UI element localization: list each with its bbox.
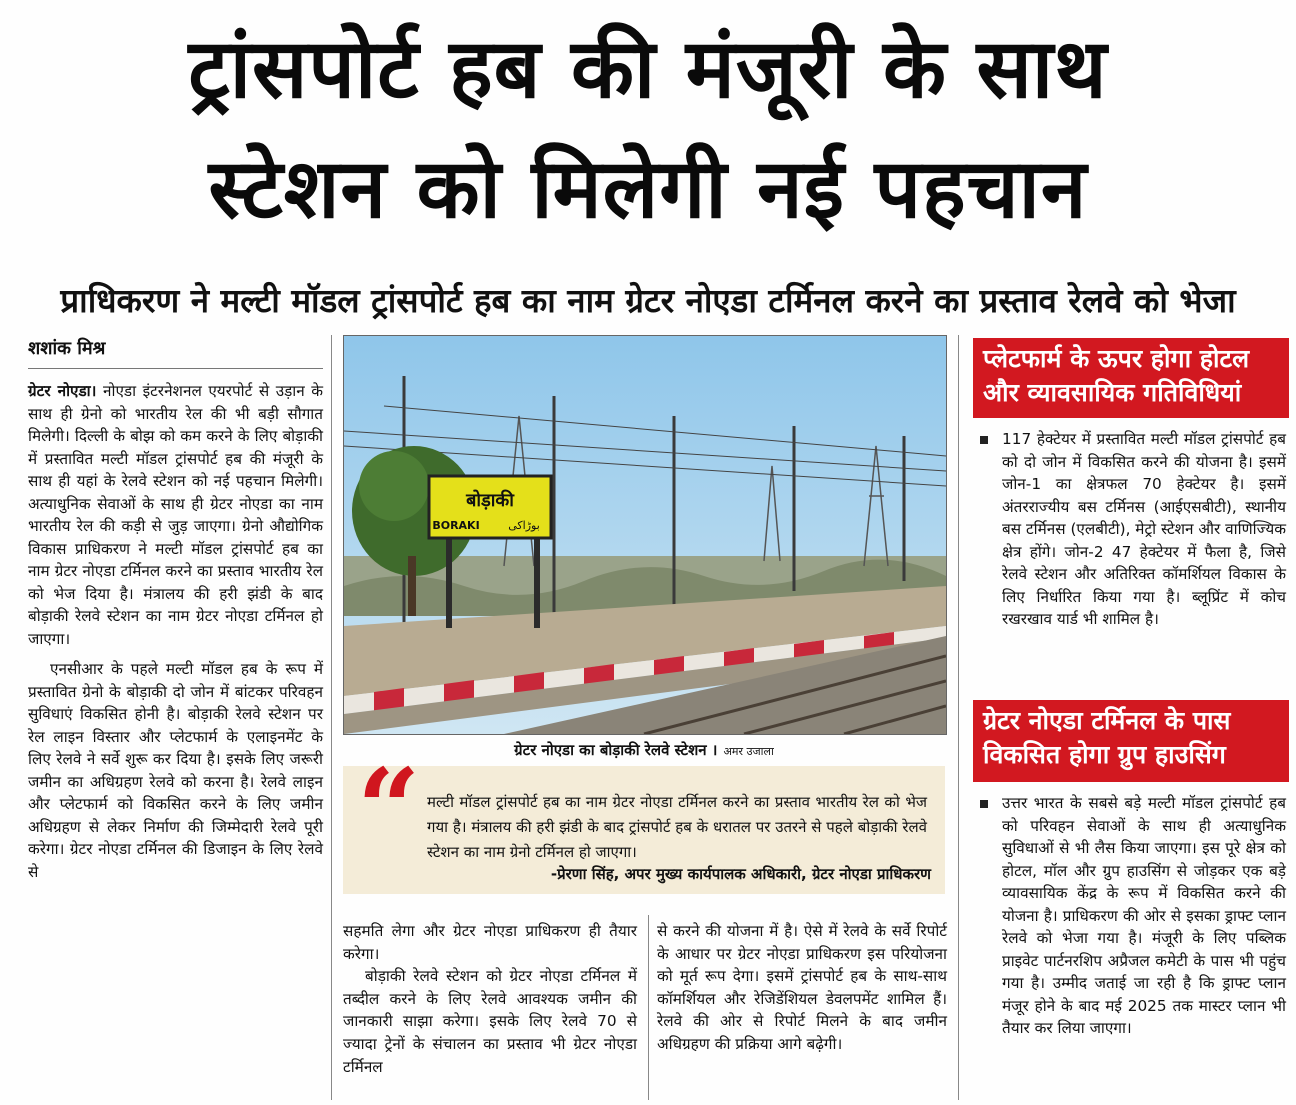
photo-credit: अमर उजाला [723, 745, 774, 758]
column-divider-left [331, 335, 332, 1100]
sidebar-1-text: 117 हेक्टेयर में प्रस्तावित मल्टी मॉडल ट्रांसपोर्ट हब को दो जोन में विकसित करने की योजना है। इसमें जोन-1 का क्षेत्रफल 70 हेक्टेयर है। इसमें अंतरराज्यीय बस टर्मिनस (आईएसबीटी), स्थानीय बस टर्मिनस (एलबीटी), मेट्रो स्टेशन और वाणिज्यिक क्षेत्र होंगे। जोन-2 47 हेक्टेयर में फैला है, जिसे रेलवे स्टेशन और अतिरिक्त कॉमर्शियल विकास के लिए निर्धारित किया गया है। ब्लूप्रिंट में कोच रखरखाव यार्ड भी शामिल है। [1002, 430, 1286, 628]
sidebar-1-heading: प्लेटफार्म के ऊपर होगा होटल और व्यावसायिक गतिविधियां [973, 338, 1289, 418]
mid2-para-1: से करने की योजना में है। ऐसे में रेलवे के सर्वे रिपोर्ट के आधार पर ग्रेटर नोएडा प्राधिकरण इस परियोजना को मूर्त रूप देगा। इसमें ट्रांसपोर्ट हब के साथ-साथ कॉमर्शियल और रेजिडेंशियल डेवलपमेंट शामिल हैं। रेलवे की ओर से रिपोर्ट मिलने के बाद जमीन अधिग्रहण की प्रक्रिया आगे बढ़ेगी। [657, 922, 947, 1053]
quote-mark-icon: “ [357, 744, 421, 873]
sidebar-2-text: उत्तर भारत के सबसे बड़े मल्टी मॉडल ट्रांसपोर्ट हब को परिवहन सेवाओं के साथ ही अत्याधुनिक सुविधाओं से भी लैस किया जाएगा। इस पूरे क्षेत्र को होटल, मॉल और ग्रुप हाउसिंग से जोड़कर एक बड़े व्यावसायिक केंद्र के रूप में विकसित करने की योजना है। प्राधिकरण की ओर से इसका ड्राफ्ट प्लान रेलवे को भेजा गया है। मंजूरी के लिए पब्लिक प्राइवेट पार्टनरशिप अप्रैजल कमेटी के पास भी पहुंच गया है। उम्मीद जताई जा रही है कि ड्राफ्ट प्लान मंजूर होने के बाद मई 2025 तक मास्टर प्लान भी तैयार कर लिया जाएगा। [1002, 794, 1286, 1037]
station-photo [343, 335, 947, 735]
left-para-1-text: नोएडा इंटरनेशनल एयरपोर्ट से उड़ान के साथ ही ग्रेनो को भारतीय रेल की भी बड़ी सौगात मिलेगी। दिल्ली के बोझ को कम करने के लिए बोड़ाकी में प्रस्तावित मल्टी मॉडल ट्रांसपोर्ट हब की मंजूरी के साथ ही यहां के रेलवे स्टेशन को नई पहचान मिलेगी। अत्याधुनिक सेवाओं के साथ ही ग्रेटर नोएडा का नाम भारतीय रेल की कड़ी से जुड़ जाएगा। ग्रेनो औद्योगिक विकास प्राधिकरण ने मल्टी मॉडल ट्रांसपोर्ट हब का नाम ग्रेटर नोएडा टर्मिनल करने का प्रस्ताव भारतीय रेल को भेज दिया है। मंत्रालय की हरी झंडी के बाद बोड़ाकी रेलवे स्टेशन का नाम ग्रेटर नोएडा टर्मिनल हो जाएगा। [28, 382, 324, 648]
left-column [28, 380, 323, 891]
mid1-para-1: सहमति लेगा और ग्रेटर नोएडा प्राधिकरण ही तैयार करेगा। [343, 922, 637, 963]
bullet-icon [980, 800, 988, 808]
headline-line-2: स्टेशन को मिलेगी नई पहचान [208, 142, 1088, 237]
byline: शशांक मिश्र [28, 338, 106, 359]
quote-text: मल्टी मॉडल ट्रांसपोर्ट हब का नाम ग्रेटर नोएडा टर्मिनल करने का प्रस्ताव भारतीय रेल को भेज गया है। मंत्रालय की हरी झंडी के बाद ट्रांसपोर्ट हब के धरातल पर उतरने से पहले बोड़ाकी रेलवे स्टेशन का नाम ग्रेनो टर्मिनल हो जाएगा। [427, 793, 927, 861]
sign-english: BORAKI [432, 519, 480, 532]
byline-divider [28, 368, 323, 369]
column-divider-right [958, 335, 959, 1100]
photo-caption [343, 740, 945, 760]
column-divider-middle [648, 915, 649, 1100]
middle-column-1 [343, 920, 637, 1078]
sidebar-2 [980, 792, 1286, 1040]
subheadline: प्राधिकरण ने मल्टी मॉडल ट्रांसपोर्ट हब का नाम ग्रेटर नोएडा टर्मिनल करने का प्रस्ताव रेलवे को भेजा [60, 281, 1236, 320]
sign-hindi: बोड़ाकी [466, 490, 514, 511]
caption-text: ग्रेटर नोएडा का बोड़ाकी रेलवे स्टेशन । [514, 741, 718, 759]
mid1-para-2: बोड़ाकी रेलवे स्टेशन को ग्रेटर नोएडा टर्मिनल में तब्दील करने के लिए रेलवे आवश्यक जमीन की जानकारी साझा करेगा। इसके लिए रेलवे 70 से ज्यादा ट्रेनों के संचालन का प्रस्ताव भी ग्रेटर नोएडा टर्मिनल [343, 967, 637, 1076]
left-para-1 [28, 380, 323, 650]
sidebar-1 [980, 428, 1286, 631]
dateline: ग्रेटर नोएडा। [28, 382, 97, 400]
headline-line-1: ट्रांसपोर्ट हब की मंजूरी के साथ [188, 22, 1108, 117]
sign-urdu: بوڑاکی [508, 519, 540, 532]
middle-column-2 [657, 920, 947, 1056]
quote-attribution: -प्रेरणा सिंह, अपर मुख्य कार्यपालक अधिकारी, ग्रेटर नोएडा प्राधिकरण [550, 865, 931, 883]
left-para-2: एनसीआर के पहले मल्टी मॉडल हब के रूप में प्रस्तावित ग्रेनो के बोड़ाकी दो जोन में बांटकर परिवहन सुविधाएं विकसित होनी है। बोड़ाकी रेलवे स्टेशन पर रेल लाइन विस्तार और प्लेटफार्म के एलाइनमेंट के लिए रेलवे ने सर्वे शुरू कर दिया है। इसके लिए जरूरी जमीन का अधिग्रहण रेलवे को करना है। रेलवे लाइन और प्लेटफार्म को विकसित करने के लिए जमीन अधिग्रहण से लेकर निर्माण की जिम्मेदारी रेलवे पूरी करेगा। ग्रेटर नोएडा टर्मिनल की डिजाइन के लिए रेलवे से [28, 660, 323, 881]
bullet-icon [980, 436, 988, 444]
sidebar-2-heading: ग्रेटर नोएडा टर्मिनल के पास विकसित होगा ग्रुप हाउसिंग [973, 700, 1289, 782]
